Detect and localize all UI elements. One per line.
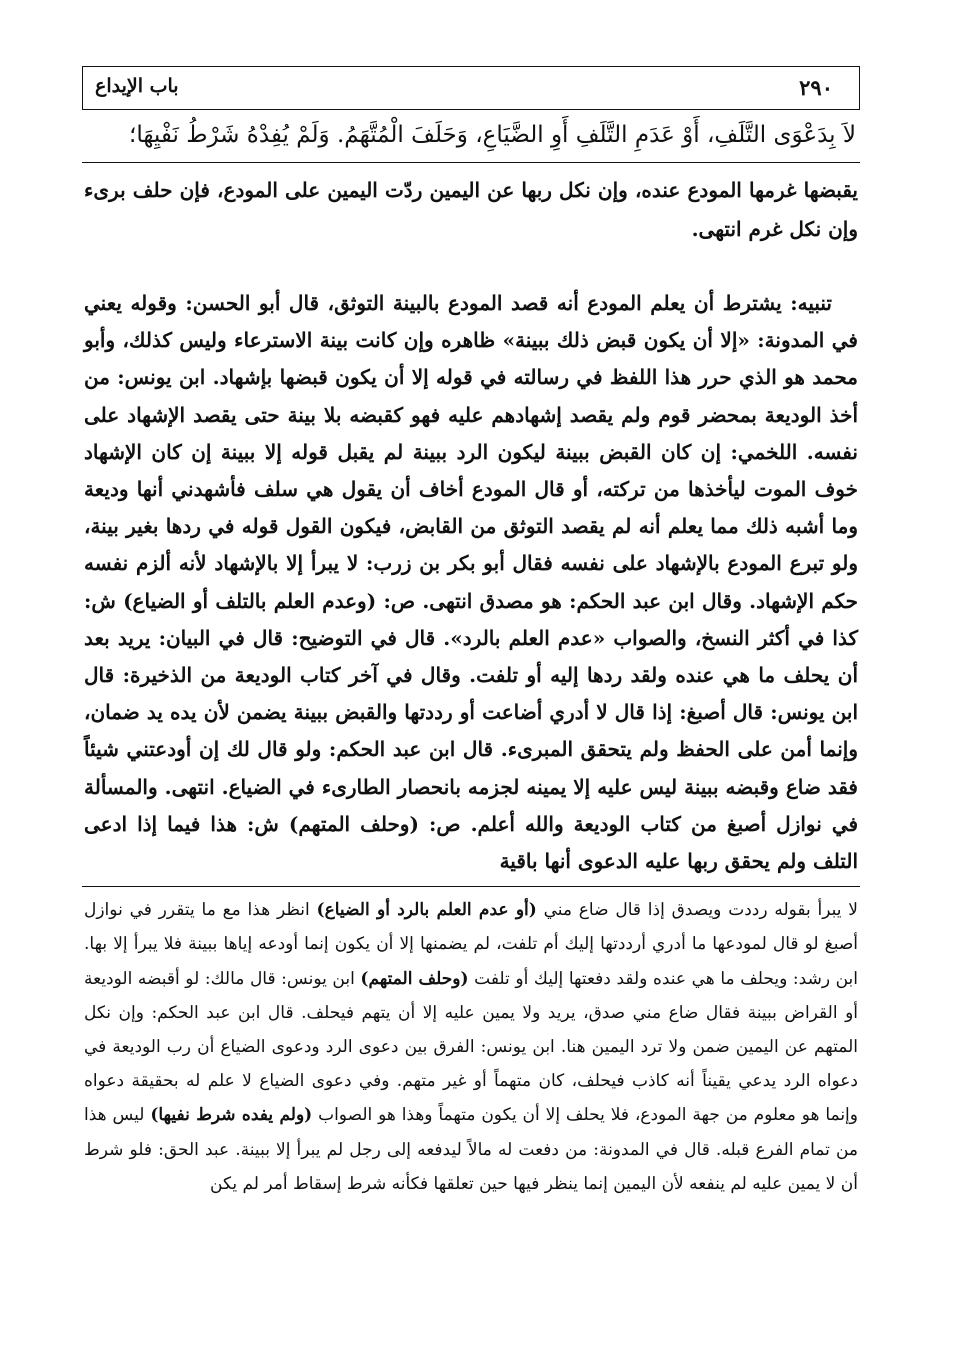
sharh-paragraph-1: تنبيه: يشترط أن يعلم المودع أنه قصد المودع بالبينة التوثق، قال أبو الحسن: وقوله يعني في المدونة: «إلا أن يكون قبض ذلك ببينة» ظاهره وإن كانت بينة الاسترعاء وليس كذلك، وأبو محمد هو الذي حرر هذا اللفظ في رسالته في قوله إلا أن يكون قبضها بإشهاد. ابن يونس: من أخذ الوديعة بمحضر قوم ولم يقصد إشهادهم عليه فهو كقبضه بلا بينة حتى يقصد الإشهاد على نفسه. اللخمي: إن كان القبض ببينة ليكون الرد ببينة لم يقبل قوله إلا ببينة إن كان الإشهاد خوف الموت ليأخذها من تركته، أو قال المودع أخاف أن يقول هي سلف فأشهدني أنها وديعة وما أشبه ذلك مما يعلم أنه لم يقصد التوثق من القابض، فيكون القول قوله في ردها بغير بينة، ولو تبرع المودع بالإشهاد على نفسه فقال أبو بكر بن زرب: لا يبرأ إلا بالإشهاد لأنه ألزم نفسه حكم الإشهاد. وقال ابن عبد الحكم: هو مصدق انتهى.: [84, 291, 859, 613]
footnote-text: ابن يونس: قال مالك: لو أقبضه الوديعة أو القراض ببينة فقال ضاع مني صدق، يريد ولا يمين عليه إلا أن يتهم فيحلف. قال ابن عبد الحكم: وإن نكل المتهم عن اليمين ضمن ولا ترد اليمين هنا. ابن يونس: الفرق بين دعوى الرد ودعوى الضياع أن رب الوديعة في دعواه الرد يدعي يقيناً أنه كاذب فيحلف، كان متهماً أو غير متهم. وفي دعوى الضياع لا علم له بحقيقة دعواه وإنما هو معلوم من جهة المودع، فلا يحلف إلا أن يكون متهماً وهذا هو الصواب: [84, 968, 858, 1126]
shin-marker: ش:: [84, 588, 116, 613]
sad-marker: ص:: [428, 811, 461, 836]
sharh-paragraph-2: كذا في أكثر النسخ، والصواب «عدم العلم بالرد». قال في التوضيح: قال في البيان: يريد بعد أن يحلف ما هي عنده ولقد ردها إليه أو تلفت. وقال في آخر كتاب الوديعة من الذخيرة: قال ابن يونس: قال أصبغ: إذا قال لا أدري أضاعت أو رددتها والقبض ببينة يضمن لأن يده يد ضمان، وإنما أمن على الحفظ ولم يتحقق المبرىء. قال ابن عبد الحكم: ولو قال لك إن أودعتني شيئاً فقد ضاع وقبضه ببينة ليس عليه إلا يمينه لجزمه بانحصار الطارىء في الضياع. انتهى. والمسألة في نوازل أصبغ من كتاب الوديعة والله أعلم.: [84, 625, 859, 836]
sharh-body: [82, 249, 860, 886]
footnote-text: ليس هذا من تمام الفرع قبله. قال في المدونة: من دفعت له مالاً ليدفعه إلى رجل لم يبرأ إلا ببينة. عبد الحق: فلو شرط أن لا يمين عليه لم ينفعه لأن اليمين إنما ينظر فيها حين تعلقها فكأنه شرط إسقاط أمر لم يكن: [84, 1105, 858, 1194]
matn-quote: (وعدم العلم بالتلف أو الضياع): [123, 588, 377, 613]
page-number: ٢٩٠: [799, 75, 833, 100]
sharh-continuation: يقبضها غرمها المودع عنده، وإن نكل ربها عن اليمين ردّت اليمين على المودع، فإن حلف برىء وإن نكل غرم انتهى.: [84, 178, 858, 241]
page-header: [82, 66, 860, 110]
matn-text: لاَ بِدَعْوَى التَّلَفِ، أَوْ عَدَمِ التَّلَفِ أَوِ الضَّيَاعِ، وَحَلَفَ الْمُتَّهَمُ. وَلَمْ يُفِدْهُ شَرْطُ نَفْيِهَا؛: [129, 122, 856, 148]
matn-quote: (وحلف المتهم): [288, 811, 419, 836]
footnote-quote: (أو عدم العلم بالرد أو الضياع): [316, 900, 537, 921]
document-page: [82, 66, 860, 1336]
footnotes: [82, 887, 860, 1201]
sharh-paragraph-3: هذا فيما إذا ادعى التلف ولم يحقق ربها عليه الدعوى أنها باقية: [84, 811, 858, 874]
header-rule: [83, 109, 859, 110]
sad-marker: ص:: [383, 588, 416, 613]
footnote-quote: (ولم يفده شرط نفيها): [150, 1105, 313, 1126]
footnote-text: انظر هذا مع ما يتقرر في نوازل أصبغ لو قال لمودعها ما أدري أرددتها إليك أم تلفت، لم يضمنها إلا أن يكون إنما أودعه إياها ببينة فلا يبرأ إلا بها. ابن رشد: ويحلف ما هي عنده ولقد دفعتها إليك أو تلفت: [84, 900, 859, 989]
chapter-title: باب الإيداع: [95, 75, 179, 97]
footnote-text: لا يبرأ بقوله رددت ويصدق إذا قال ضاع مني: [543, 900, 858, 921]
shin-marker: ش:: [247, 811, 279, 836]
footnote-quote: (وحلف المتهم): [360, 968, 469, 989]
